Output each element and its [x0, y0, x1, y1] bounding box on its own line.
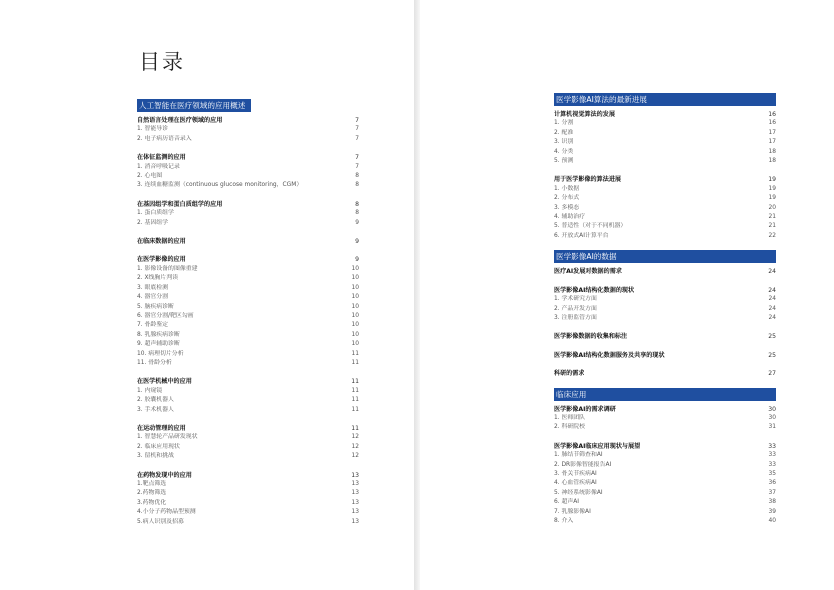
item-title: 3. 骨关节疾病AI: [554, 470, 597, 477]
item-title: 1. 影像设备的图像重建: [137, 265, 198, 272]
toc-item[interactable]: [137, 293, 359, 302]
item-title: 2. DR影像智能报告AI: [554, 461, 612, 468]
toc-item[interactable]: [137, 312, 359, 321]
page-number: 13: [351, 490, 359, 497]
item-title: 1. 小数据: [554, 185, 580, 192]
page-number: 18: [768, 158, 776, 165]
page-number: 8: [355, 200, 359, 208]
page-number: 12: [351, 453, 359, 460]
section-title: 医学影像AI临床应用现状与展望: [554, 442, 641, 450]
section-title: 在医学机械中的应用: [137, 378, 192, 386]
item-title: 5. 预测: [554, 158, 574, 165]
section-title: 医学影像数据的收集和标注: [554, 333, 628, 341]
toc-item[interactable]: [137, 480, 359, 489]
item-title: 6. 超声AI: [554, 499, 580, 506]
toc-item[interactable]: [554, 157, 776, 166]
right-page: [420, 0, 834, 590]
page-number: 7: [355, 135, 359, 142]
right-toc-column: [554, 93, 776, 535]
toc-section: [137, 471, 359, 527]
page-number: 17: [768, 139, 776, 146]
page-number: 12: [351, 434, 359, 441]
toc-section: [554, 267, 776, 276]
item-title: 4. 器官分割: [137, 294, 169, 301]
item-title: 3.药物优化: [137, 499, 167, 506]
toc-section: [554, 332, 776, 341]
item-title: 6. 器官分割/靶区勾画: [137, 312, 194, 319]
toc-item[interactable]: [554, 305, 776, 314]
toc-item[interactable]: [137, 321, 359, 330]
page-number: 33: [768, 452, 776, 459]
chapter-heading[interactable]: 医学影像AI算法的最新进展: [554, 93, 776, 106]
page-number: 12: [351, 443, 359, 450]
toc-item[interactable]: [137, 508, 359, 517]
item-title: 7. 骨龄鉴定: [137, 322, 169, 329]
page-number: 13: [351, 471, 359, 479]
toc-item[interactable]: [554, 314, 776, 323]
toc-item[interactable]: [554, 194, 776, 203]
toc-item[interactable]: [137, 135, 359, 144]
section-entry[interactable]: [137, 200, 359, 209]
toc-item[interactable]: [554, 451, 776, 460]
toc-item[interactable]: [137, 172, 359, 181]
page-number: 11: [351, 397, 359, 404]
page-number: 40: [768, 518, 776, 524]
page-number: 8: [355, 210, 359, 217]
toc-item[interactable]: [554, 414, 776, 423]
item-title: 5. 脑疾病诊断: [137, 303, 174, 310]
page-number: 11: [351, 387, 359, 394]
section-title: 医学影像AI结构化数据服务及共享的现状: [554, 351, 665, 359]
section-entry[interactable]: [137, 424, 359, 433]
item-title: 3. 留机和挑战: [137, 453, 174, 460]
item-title: 1. 蛋白质组学: [137, 210, 174, 217]
item-title: 5.病人识别及招募: [137, 518, 184, 525]
item-title: 3. 连续血糖监测（continuous glucose monitoring，CGM）: [137, 182, 303, 189]
page-number: 11: [351, 378, 359, 386]
item-title: 8. 乳腺疾病诊断: [137, 331, 180, 338]
chapter-heading[interactable]: 临床应用: [554, 388, 776, 401]
page-number: 11: [351, 359, 359, 366]
chapter-heading[interactable]: 医学影像AI的数据: [554, 250, 776, 263]
page-number: 10: [351, 265, 359, 272]
page-number: 10: [351, 284, 359, 291]
toc-title: 目录: [139, 50, 185, 74]
page-number: 37: [768, 489, 776, 496]
toc-item[interactable]: [554, 423, 776, 432]
section-title: 自然语言处理在医疗领域的应用: [137, 117, 223, 124]
page-number: 7: [355, 163, 359, 170]
toc-section: [554, 286, 776, 324]
section-entry[interactable]: [554, 351, 776, 360]
page-number: 7: [355, 154, 359, 162]
page-number: 13: [351, 518, 359, 525]
page-number: 35: [768, 470, 776, 477]
page-number: 24: [768, 305, 776, 312]
page-number: 10: [351, 312, 359, 319]
section-entry[interactable]: [554, 369, 776, 378]
item-title: 1. 分割: [554, 120, 574, 127]
toc-item[interactable]: [137, 359, 359, 368]
toc-section: [137, 377, 359, 415]
toc-item[interactable]: [554, 232, 776, 241]
toc-item[interactable]: [137, 163, 359, 172]
left-page: [0, 0, 414, 590]
page-number: 10: [351, 341, 359, 348]
toc-item[interactable]: [137, 265, 359, 274]
page-number: 10: [351, 322, 359, 329]
toc-item[interactable]: [137, 331, 359, 340]
section-entry[interactable]: [137, 471, 359, 480]
toc-item[interactable]: [554, 119, 776, 128]
section-entry[interactable]: [137, 377, 359, 386]
item-title: 1. 学术研究方面: [554, 296, 597, 303]
page-number: 10: [351, 275, 359, 282]
page-number: 31: [768, 424, 776, 431]
item-title: 1. 智慧轮产品研发现状: [137, 434, 198, 441]
page-number: 13: [351, 481, 359, 487]
item-title: 2. 基因组学: [137, 219, 169, 226]
toc-section: [137, 255, 359, 368]
toc-item[interactable]: [554, 185, 776, 194]
toc-section: [554, 175, 776, 241]
page-number: 9: [355, 238, 359, 246]
page-number: 16: [768, 111, 776, 118]
left-toc-column: [137, 93, 359, 536]
section-entry[interactable]: [554, 267, 776, 276]
page-number: 19: [768, 176, 776, 184]
page-number: 7: [355, 126, 359, 133]
page-number: 17: [768, 129, 776, 136]
page-number: 25: [768, 351, 776, 359]
section-entry[interactable]: [554, 332, 776, 341]
item-title: 10. 病理切片分析: [137, 350, 184, 357]
page-number: 21: [768, 214, 776, 221]
item-title: 4. 辅助治疗: [554, 214, 586, 221]
page-number: 19: [768, 195, 776, 202]
toc-item[interactable]: [554, 148, 776, 157]
toc-section: [554, 110, 776, 166]
page-number: 30: [768, 414, 776, 421]
page-number: 39: [768, 508, 776, 515]
page-number: 18: [768, 148, 776, 155]
item-title: 4.小分子药物晶型预测: [137, 509, 196, 516]
toc-item[interactable]: [554, 479, 776, 488]
toc-item[interactable]: [137, 284, 359, 293]
item-title: 3. 识别: [554, 139, 574, 146]
page-number: 24: [768, 268, 776, 276]
page-number: 33: [768, 442, 776, 450]
toc-item[interactable]: [137, 274, 359, 283]
section-title: 用于医学影像的算法进展: [554, 176, 622, 184]
item-title: 9. 超声辅助诊断: [137, 341, 180, 348]
section-title: 在药物发现中的应用: [137, 471, 192, 479]
page-number: 11: [351, 350, 359, 357]
section-title: 在体征监测的应用: [137, 154, 186, 162]
page-number: 11: [351, 406, 359, 413]
page-number: 10: [351, 331, 359, 338]
item-title: 3. 注册监管方面: [554, 314, 597, 321]
toc-item[interactable]: [137, 340, 359, 349]
item-title: 2. 产品开发方面: [554, 305, 597, 312]
section-title: 计算机视觉算法的发展: [554, 111, 615, 118]
item-title: 1. 消音呼吸记录: [137, 163, 180, 170]
toc-item[interactable]: [554, 508, 776, 517]
toc-section: [137, 116, 359, 144]
item-title: 1.靶点筛选: [137, 481, 167, 487]
page-number: 10: [351, 294, 359, 301]
toc-section: [137, 153, 359, 191]
toc-item[interactable]: [137, 406, 359, 415]
page-number: 10: [351, 303, 359, 310]
page-number: 30: [768, 405, 776, 413]
page-number: 21: [768, 223, 776, 230]
section-entry[interactable]: [554, 442, 776, 451]
page-number: 13: [351, 509, 359, 516]
toc-item[interactable]: [554, 517, 776, 526]
toc-section: [554, 405, 776, 433]
toc-section: [554, 351, 776, 360]
toc-item[interactable]: [137, 125, 359, 134]
toc-item[interactable]: [137, 433, 359, 442]
toc-item[interactable]: [554, 470, 776, 479]
page-number: 25: [768, 333, 776, 341]
toc-section: [554, 442, 776, 527]
section-entry[interactable]: [554, 405, 776, 414]
page-number: 8: [355, 173, 359, 180]
toc-item[interactable]: [137, 499, 359, 508]
page-number: 16: [768, 120, 776, 127]
item-title: 2. 科研院校: [554, 424, 586, 431]
item-title: 2. 配准: [554, 129, 574, 136]
page-number: 19: [768, 185, 776, 192]
section-title: 在基因组学和蛋白质组学的应用: [137, 200, 223, 208]
item-title: 11. 骨龄分析: [137, 359, 172, 366]
item-title: 2. 分布式: [554, 195, 580, 202]
toc-item[interactable]: [137, 303, 359, 312]
section-title: 医学影像AI结构化数据的现状: [554, 286, 635, 294]
page-number: 24: [768, 286, 776, 294]
item-title: 2. 电子病历语音录入: [137, 135, 192, 142]
item-title: 8. 介入: [554, 518, 574, 524]
section-entry[interactable]: [554, 110, 776, 119]
toc-item[interactable]: [554, 129, 776, 138]
section-entry[interactable]: [554, 175, 776, 184]
section-title: 在运动管理的应用: [137, 424, 186, 432]
page-number: 24: [768, 314, 776, 321]
item-title: 2. 心电图: [137, 173, 163, 180]
item-title: 5. 神经系统影像AI: [554, 489, 603, 496]
toc-item[interactable]: [137, 387, 359, 396]
item-title: 2. 胶囊机器人: [137, 397, 174, 404]
toc-section: [137, 200, 359, 228]
toc-item[interactable]: [554, 138, 776, 147]
item-title: 3. 多模态: [554, 204, 580, 211]
toc-item[interactable]: [137, 396, 359, 405]
toc-item[interactable]: [554, 204, 776, 213]
page-number: 33: [768, 461, 776, 468]
toc-item[interactable]: [137, 209, 359, 218]
section-title: 在临床数据的应用: [137, 238, 186, 246]
page-number: 24: [768, 296, 776, 303]
toc-item[interactable]: [137, 443, 359, 452]
toc-item[interactable]: [554, 461, 776, 470]
page-number: 36: [768, 480, 776, 487]
item-title: 4. 心血管疾病AI: [554, 480, 597, 487]
toc-item[interactable]: [137, 489, 359, 498]
toc-section: [554, 369, 776, 378]
toc-item[interactable]: [554, 213, 776, 222]
toc-item[interactable]: [137, 350, 359, 359]
page-number: 22: [768, 232, 776, 239]
toc-item[interactable]: [137, 452, 359, 461]
page-number: 9: [355, 219, 359, 226]
section-title: 科研的需求: [554, 370, 585, 378]
page-number: 13: [351, 499, 359, 506]
page-number: 7: [355, 117, 359, 124]
item-title: 2. 临床应用现状: [137, 443, 180, 450]
toc-item[interactable]: [554, 222, 776, 231]
section-entry[interactable]: [137, 255, 359, 264]
section-entry[interactable]: [137, 116, 359, 125]
item-title: 1. 肺结节筛查和AI: [554, 452, 603, 459]
toc-item[interactable]: [137, 219, 359, 228]
page-number: 11: [351, 424, 359, 432]
item-title: 3. 手术机器人: [137, 406, 174, 413]
toc-item[interactable]: [554, 498, 776, 507]
section-entry[interactable]: [137, 237, 359, 246]
toc-section: [137, 237, 359, 246]
section-entry[interactable]: [554, 286, 776, 295]
toc-item[interactable]: [554, 295, 776, 304]
page-number: 38: [768, 499, 776, 506]
toc-section: [137, 424, 359, 462]
item-title: 1. 医师团队: [554, 414, 586, 421]
page-number: 9: [355, 256, 359, 264]
section-title: 在医学影像的应用: [137, 256, 186, 264]
page-number: 8: [355, 182, 359, 189]
toc-item[interactable]: [137, 518, 359, 527]
item-title: 2.药物筛选: [137, 490, 167, 497]
chapter-heading[interactable]: 人工智能在医疗领域的应用概述: [137, 99, 251, 112]
item-title: 7. 乳腺影像AI: [554, 508, 591, 515]
item-title: 3. 眼底检测: [137, 284, 169, 291]
section-title: 医疗AI发展对数据的需求: [554, 268, 622, 276]
item-title: 5. 普适性（对于不同机器）: [554, 223, 627, 230]
page-number: 27: [768, 370, 776, 378]
toc-item[interactable]: [137, 181, 359, 190]
section-entry[interactable]: [137, 153, 359, 162]
item-title: 1. 智能导诊: [137, 126, 169, 133]
item-title: 1. 内窥镜: [137, 387, 163, 394]
item-title: 6. 开放式AI计算平台: [554, 232, 609, 239]
item-title: 2. X线胸片判读: [137, 275, 178, 282]
item-title: 4. 分类: [554, 148, 574, 155]
section-title: 医学影像AI的需求调研: [554, 405, 616, 413]
toc-item[interactable]: [554, 489, 776, 498]
page-number: 20: [768, 204, 776, 211]
